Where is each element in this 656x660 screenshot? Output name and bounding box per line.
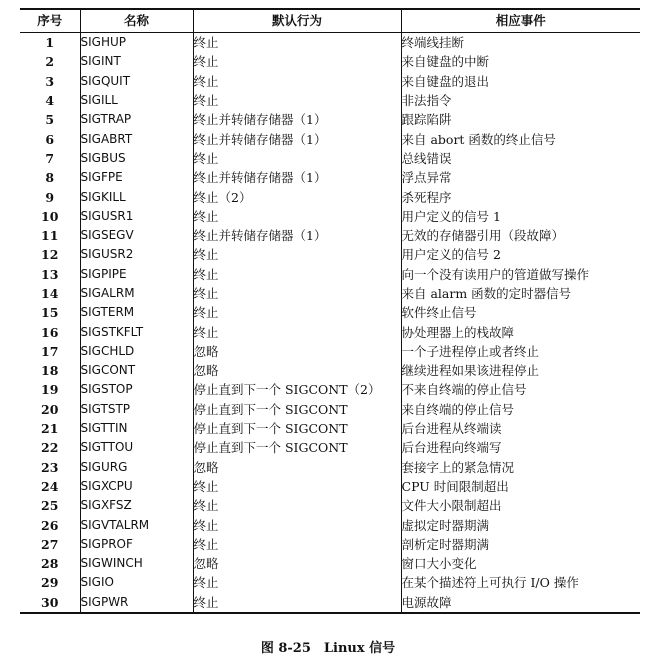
signal-default-action: 终止 <box>193 477 401 496</box>
signal-name: SIGSTKFLT <box>80 322 193 341</box>
signal-name: SIGFPE <box>80 168 193 187</box>
signal-default-action: 终止 <box>193 265 401 284</box>
signal-event: 窗口大小变化 <box>401 554 640 573</box>
signal-event: 用户定义的信号 1 <box>401 207 640 226</box>
signal-event: 浮点异常 <box>401 168 640 187</box>
signal-default-action: 终止 <box>193 33 401 53</box>
signal-name: SIGPROF <box>80 535 193 554</box>
signal-default-action: 终止 <box>193 52 401 71</box>
table-row <box>20 284 640 303</box>
linux-signals-table <box>20 8 640 614</box>
signal-number: 23 <box>41 459 59 475</box>
signal-event: 终端线挂断 <box>401 33 640 53</box>
signal-default-action: 终止（2） <box>193 187 401 206</box>
signal-number: 27 <box>41 536 59 552</box>
table-row <box>20 554 640 573</box>
signal-number: 17 <box>41 343 59 359</box>
signal-default-action: 终止 <box>193 72 401 91</box>
signal-default-action: 停止直到下一个 SIGCONT <box>193 419 401 438</box>
signal-name: SIGQUIT <box>80 72 193 91</box>
signal-default-action: 忽略 <box>193 361 401 380</box>
table-row <box>20 438 640 457</box>
signal-name: SIGVTALRM <box>80 515 193 534</box>
signal-name: SIGHUP <box>80 33 193 53</box>
signal-number: 25 <box>41 498 59 514</box>
signal-number: 30 <box>20 593 80 613</box>
signal-event: 向一个没有读用户的管道做写操作 <box>401 265 640 284</box>
table-row <box>20 477 640 496</box>
signal-default-action: 终止并转储存储器（1） <box>193 226 401 245</box>
table-row <box>20 110 640 129</box>
signal-name: SIGCHLD <box>80 342 193 361</box>
signal-number: 8 <box>45 170 55 186</box>
table-row <box>20 361 640 380</box>
signal-default-action: 终止 <box>193 303 401 322</box>
signal-event: 虚拟定时器期满 <box>401 515 640 534</box>
signal-default-action: 忽略 <box>193 342 401 361</box>
signal-name: SIGURG <box>80 458 193 477</box>
table-row <box>20 458 640 477</box>
signal-name: SIGTSTP <box>80 400 193 419</box>
signal-number: 26 <box>41 517 59 533</box>
signal-number: 1 <box>45 35 55 51</box>
table-row <box>20 265 640 284</box>
signal-name: SIGTERM <box>80 303 193 322</box>
signal-name: SIGPIPE <box>80 265 193 284</box>
signal-number: 16 <box>41 324 59 340</box>
signal-number: 4 <box>45 93 55 109</box>
signal-event: 用户定义的信号 2 <box>401 245 640 264</box>
table-body <box>20 33 640 613</box>
signal-event: 非法指令 <box>401 91 640 110</box>
signal-default-action: 忽略 <box>193 458 401 477</box>
table-row <box>20 515 640 534</box>
signal-number: 20 <box>41 401 59 417</box>
signal-name: SIGWINCH <box>80 554 193 573</box>
signal-name: SIGBUS <box>80 149 193 168</box>
signal-event: 来自键盘的退出 <box>401 72 640 91</box>
signal-number: 3 <box>45 73 55 89</box>
signal-default-action: 终止 <box>193 149 401 168</box>
signal-name: SIGPWR <box>80 593 193 613</box>
signal-number: 7 <box>45 150 55 166</box>
table-row <box>20 226 640 245</box>
signal-name: SIGIO <box>80 573 193 592</box>
figure-caption: 图 8-25 Linux 信号 <box>260 641 396 656</box>
signal-default-action: 终止 <box>193 91 401 110</box>
table-row <box>20 322 640 341</box>
signal-default-action: 终止 <box>193 535 401 554</box>
signal-name: SIGALRM <box>80 284 193 303</box>
signal-number: 9 <box>45 189 55 205</box>
signal-default-action: 终止 <box>193 245 401 264</box>
signal-event: CPU 时间限制超出 <box>401 477 640 496</box>
signal-default-action: 终止 <box>193 207 401 226</box>
signal-event: 协处理器上的栈故障 <box>401 322 640 341</box>
signal-default-action: 终止并转储存储器（1） <box>193 110 401 129</box>
signal-default-action: 忽略 <box>193 554 401 573</box>
signal-default-action: 终止 <box>193 284 401 303</box>
table-row <box>20 342 640 361</box>
signal-name: SIGUSR1 <box>80 207 193 226</box>
signal-name: SIGILL <box>80 91 193 110</box>
signal-number: 21 <box>41 421 59 437</box>
signal-event: 跟踪陷阱 <box>401 110 640 129</box>
table-row <box>20 52 640 71</box>
signal-default-action: 停止直到下一个 SIGCONT <box>193 438 401 457</box>
signal-name: SIGTTOU <box>80 438 193 457</box>
signal-name: SIGXFSZ <box>80 496 193 515</box>
table-row <box>20 593 640 613</box>
signal-event: 来自终端的停止信号 <box>401 400 640 419</box>
table-row <box>20 496 640 515</box>
signal-number: 18 <box>41 363 59 379</box>
signal-name: SIGSEGV <box>80 226 193 245</box>
signal-number: 14 <box>41 286 59 301</box>
signal-event: 来自键盘的中断 <box>401 52 640 71</box>
signal-default-action: 终止 <box>193 496 401 515</box>
signal-event: 后台进程从终端读 <box>401 419 640 438</box>
signal-number: 13 <box>41 266 59 282</box>
signal-event: 软件终止信号 <box>401 303 640 322</box>
table-row <box>20 129 640 148</box>
table-row <box>20 33 640 53</box>
signal-default-action: 终止 <box>193 573 401 592</box>
signal-name: SIGTRAP <box>80 110 193 129</box>
table-row <box>20 535 640 554</box>
table-row <box>20 187 640 206</box>
table-row <box>20 419 640 438</box>
signal-number: 15 <box>41 305 59 321</box>
signal-name: SIGKILL <box>80 187 193 206</box>
header-default-action: 默认行为 <box>193 9 401 33</box>
signal-default-action: 终止并转储存储器（1） <box>193 129 401 148</box>
signal-event: 继续进程如果该进程停止 <box>401 361 640 380</box>
header-row <box>20 9 640 33</box>
signal-number: 12 <box>41 247 59 263</box>
signal-default-action: 终止 <box>193 593 401 613</box>
header-event: 相应事件 <box>401 9 640 33</box>
signal-name: SIGSTOP <box>80 380 193 399</box>
signal-default-action: 终止 <box>193 515 401 534</box>
signal-event: 来自 abort 函数的终止信号 <box>401 129 640 148</box>
signal-number: 22 <box>41 440 59 456</box>
signal-number: 28 <box>41 556 59 572</box>
table-row <box>20 380 640 399</box>
signal-event: 总线错误 <box>401 149 640 168</box>
signal-number: 10 <box>41 208 59 224</box>
signal-name: SIGXCPU <box>80 477 193 496</box>
table-header <box>20 9 640 33</box>
signal-number: 2 <box>45 54 55 70</box>
signal-name: SIGCONT <box>80 361 193 380</box>
signal-number: 6 <box>45 131 55 147</box>
signal-number: 19 <box>41 382 59 398</box>
signal-event: 电源故障 <box>401 593 640 613</box>
signal-default-action: 停止直到下一个 SIGCONT（2） <box>193 380 401 399</box>
signal-default-action: 终止 <box>193 322 401 341</box>
header-name: 名称 <box>80 9 193 33</box>
table-row <box>20 303 640 322</box>
table-row <box>20 400 640 419</box>
signal-default-action: 终止并转储存储器（1） <box>193 168 401 187</box>
table-row <box>20 72 640 91</box>
signal-default-action: 停止直到下一个 SIGCONT <box>193 400 401 419</box>
signal-event: 剖析定时器期满 <box>401 535 640 554</box>
table-row <box>20 573 640 592</box>
table-row <box>20 168 640 187</box>
table-row <box>20 149 640 168</box>
signal-name: SIGUSR2 <box>80 245 193 264</box>
signal-name: SIGTTIN <box>80 419 193 438</box>
table-row <box>20 245 640 264</box>
signal-event: 套接字上的紧急情况 <box>401 458 640 477</box>
table-row <box>20 91 640 110</box>
signal-name: SIGABRT <box>80 129 193 148</box>
signal-number: 24 <box>41 478 59 494</box>
table-row <box>20 207 640 226</box>
signal-number: 5 <box>45 112 55 128</box>
signal-event: 一个子进程停止或者终止 <box>401 342 640 361</box>
signal-number: 11 <box>41 228 59 244</box>
signal-event: 后台进程向终端写 <box>401 438 640 457</box>
signal-number: 29 <box>41 575 59 591</box>
signal-event: 在某个描述符上可执行 I/O 操作 <box>401 573 640 592</box>
signal-event: 无效的存储器引用（段故障） <box>401 226 640 245</box>
header-number: 序号 <box>20 9 80 33</box>
signal-event: 不来自终端的停止信号 <box>401 380 640 399</box>
signal-event: 文件大小限制超出 <box>401 496 640 515</box>
signal-name: SIGINT <box>80 52 193 71</box>
signal-event: 杀死程序 <box>401 187 640 206</box>
signal-event: 来自 alarm 函数的定时器信号 <box>401 284 640 303</box>
